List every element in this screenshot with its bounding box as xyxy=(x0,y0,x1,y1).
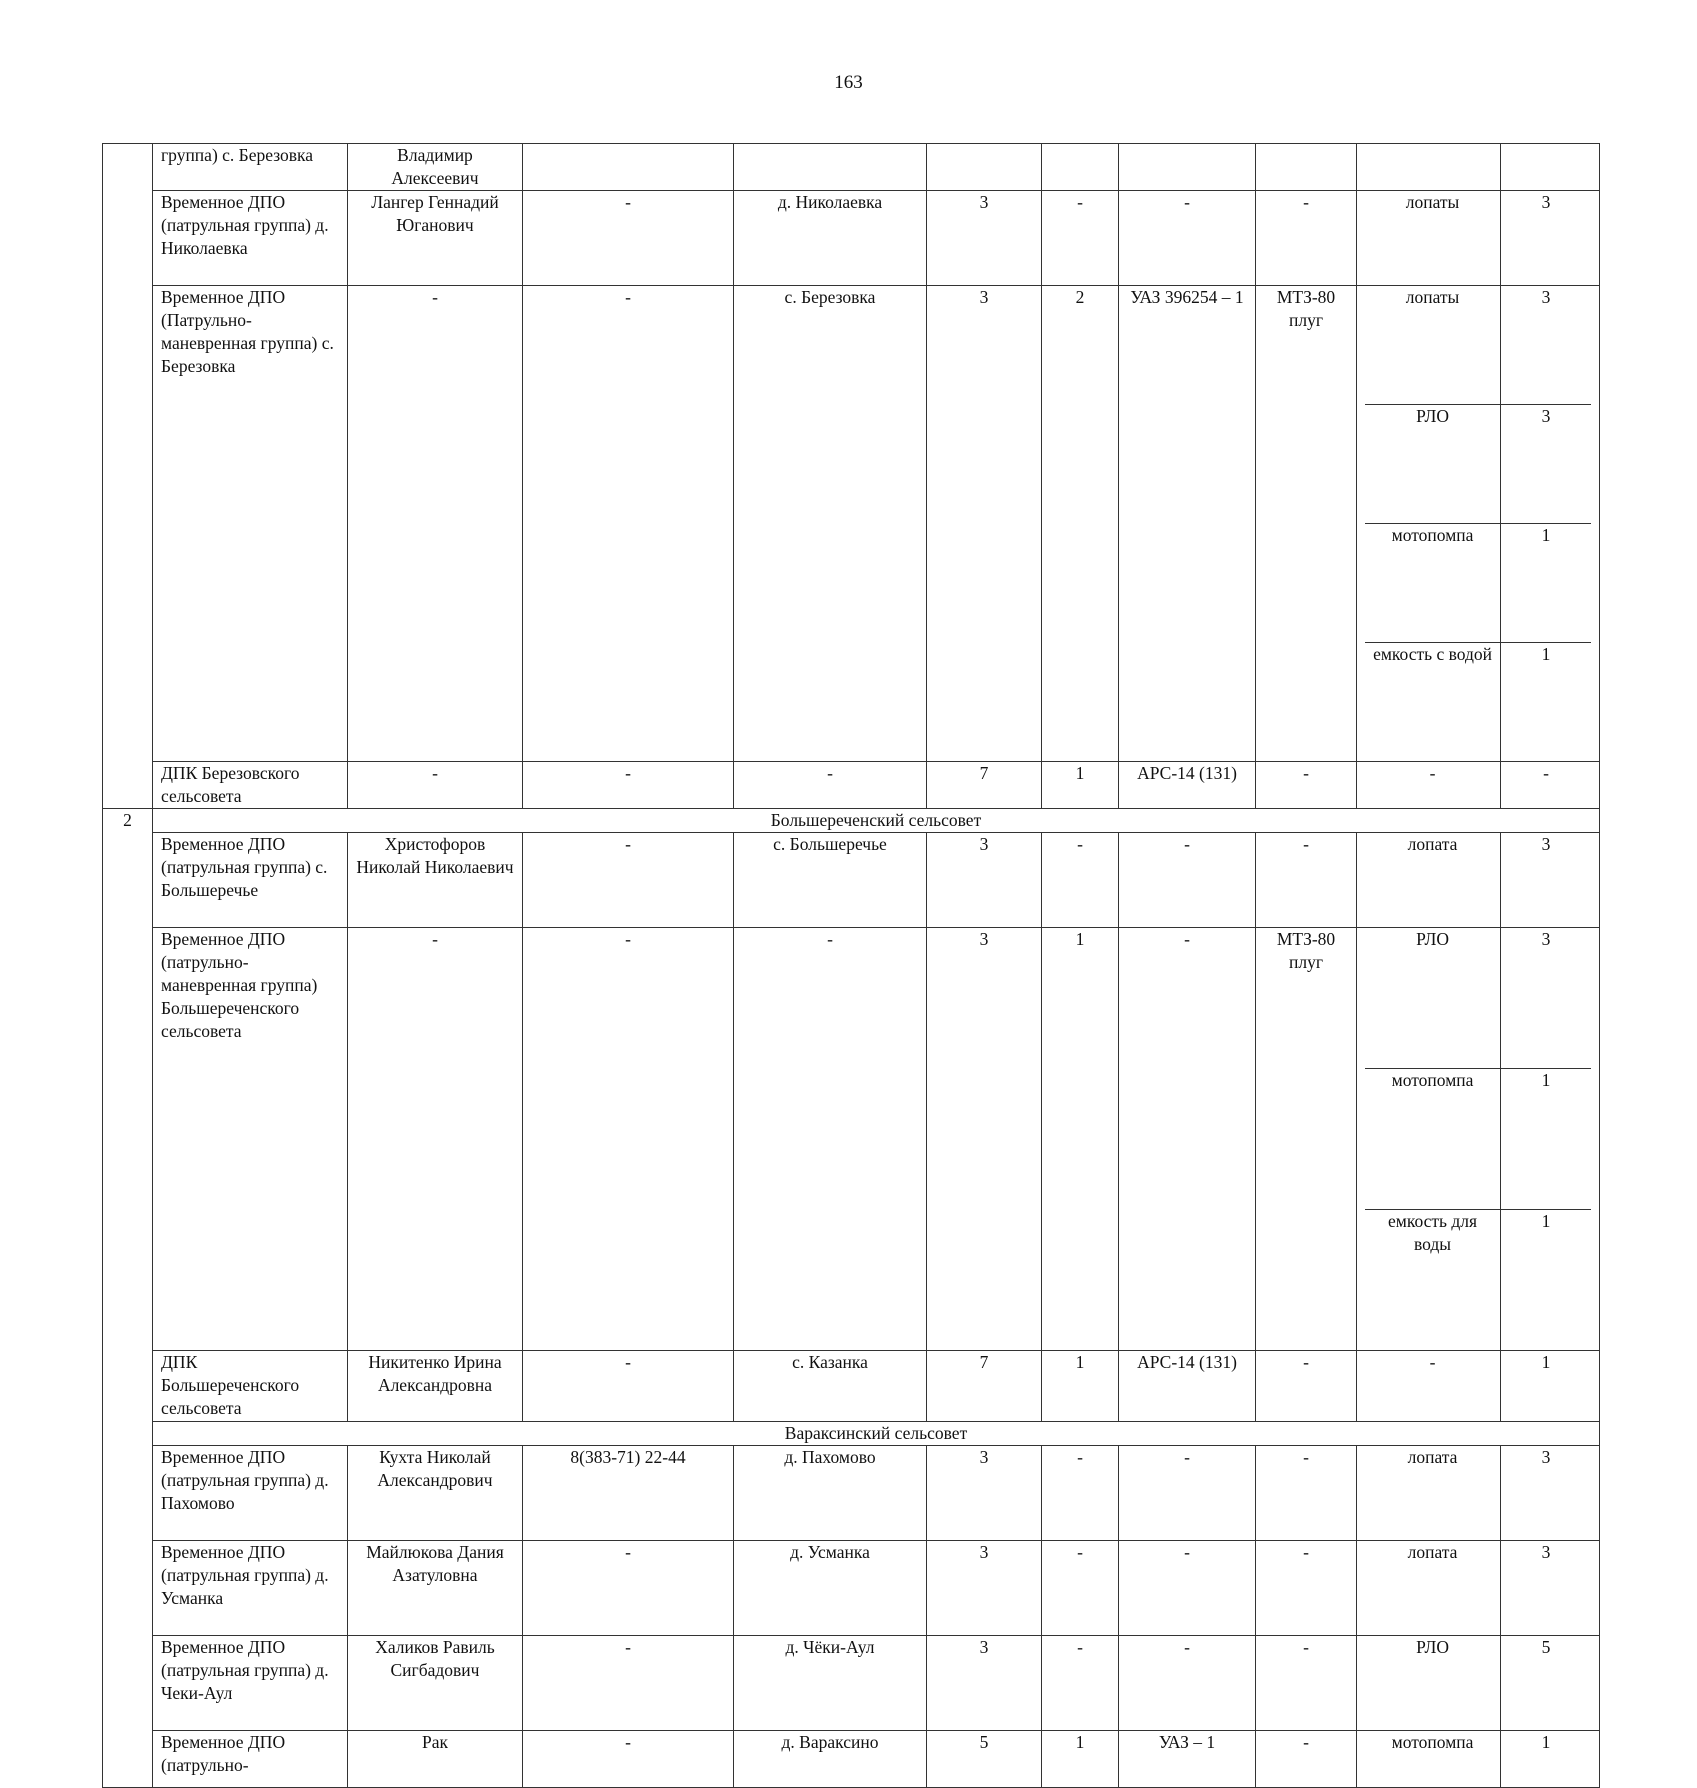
vehicle-cell: - xyxy=(1119,1636,1256,1731)
equipment-qty: 3 xyxy=(1501,191,1591,285)
unit-name-cell: Временное ДПО (патрульно- xyxy=(153,1731,348,1788)
vehicle-count-cell: - xyxy=(1042,1446,1119,1541)
location-cell: с. Большеречье xyxy=(734,833,927,928)
vehicle-count-cell: 1 xyxy=(1042,1731,1119,1788)
people-count-cell: 3 xyxy=(927,928,1042,1351)
vehicle-count-cell: - xyxy=(1042,191,1119,286)
table-row xyxy=(103,1351,1600,1422)
phone-cell: - xyxy=(523,1731,734,1788)
equipment-qty: 3 xyxy=(1501,833,1591,927)
people-count-cell: 3 xyxy=(927,1541,1042,1636)
people-count-cell: 3 xyxy=(927,1446,1042,1541)
equipment-name: мотопомпа xyxy=(1365,524,1501,643)
people-count-cell: 3 xyxy=(927,833,1042,928)
vehicle-count-cell: 1 xyxy=(1042,1351,1119,1422)
equipment-qty: - xyxy=(1501,762,1591,808)
page-number: 163 xyxy=(834,72,863,93)
phone-cell: - xyxy=(523,762,734,809)
vehicle-cell: УАЗ 396254 – 1 xyxy=(1119,286,1256,762)
vehicle-cell: - xyxy=(1119,191,1256,286)
location-cell: - xyxy=(734,762,927,809)
location-cell: д. Усманка xyxy=(734,1541,927,1636)
location-cell: с. Казанка xyxy=(734,1351,927,1422)
table-row xyxy=(103,286,1600,762)
head-name-cell: Майлюкова Дания Азатуловна xyxy=(348,1541,523,1636)
vehicle-count-cell: 1 xyxy=(1042,928,1119,1351)
equipment-name: РЛО xyxy=(1416,1637,1450,1657)
vehicle-cell: АРС-14 (131) xyxy=(1119,1351,1256,1422)
machinery-cell xyxy=(1256,144,1357,191)
vehicle-cell: УАЗ – 1 xyxy=(1119,1731,1256,1788)
equipment-cell xyxy=(1357,1351,1600,1422)
equipment-qty: 3 xyxy=(1501,405,1591,524)
head-name-cell: Владимир Алексеевич xyxy=(348,144,523,191)
section-row xyxy=(103,809,1600,833)
head-name-cell: - xyxy=(348,762,523,809)
section-title: Вараксинский сельсовет xyxy=(153,1422,1600,1446)
vehicle-cell: - xyxy=(1119,833,1256,928)
equipment-qty: 3 xyxy=(1501,1446,1591,1540)
vehicle-count-cell xyxy=(1042,144,1119,191)
unit-name-cell: Временное ДПО (патрульно-маневренная группа) Большереченского сельсовета xyxy=(153,928,348,1351)
location-cell: д. Чёки-Аул xyxy=(734,1636,927,1731)
phone-cell: - xyxy=(523,1636,734,1731)
unit-name-cell: Временное ДПО (патрульная группа) д. Николаевка xyxy=(153,191,348,286)
phone-cell: - xyxy=(523,1351,734,1422)
people-count-cell: 3 xyxy=(927,191,1042,286)
phone-cell: - xyxy=(523,286,734,762)
unit-name-cell: группа) с. Березовка xyxy=(153,144,348,191)
vehicle-cell: - xyxy=(1119,928,1256,1351)
equipment-name: емкость для воды xyxy=(1365,1210,1501,1351)
phone-cell xyxy=(523,144,734,191)
table-row xyxy=(103,1446,1600,1541)
unit-name-cell: Временное ДПО (Патрульно-маневренная группа) с. Березовка xyxy=(153,286,348,762)
equipment-name: лопата xyxy=(1407,834,1458,854)
row-number-cell xyxy=(103,144,153,809)
table-row xyxy=(103,144,1600,191)
machinery-cell: - xyxy=(1256,191,1357,286)
equipment-cell xyxy=(1357,1731,1600,1788)
table-row xyxy=(103,1731,1600,1788)
equipment-name: мотопомпа xyxy=(1391,1732,1474,1752)
vehicle-count-cell: - xyxy=(1042,833,1119,928)
table-row xyxy=(103,1541,1600,1636)
vehicle-count-cell: - xyxy=(1042,1541,1119,1636)
equipment-cell xyxy=(1357,286,1600,762)
equipment-qty: 1 xyxy=(1501,643,1591,762)
equipment-cell xyxy=(1357,1446,1600,1541)
equipment-cell xyxy=(1357,928,1600,1351)
vehicle-count-cell: 2 xyxy=(1042,286,1119,762)
machinery-cell: - xyxy=(1256,1351,1357,1422)
resources-table xyxy=(102,143,1600,1788)
phone-cell: - xyxy=(523,833,734,928)
equipment-qty: 3 xyxy=(1501,286,1591,405)
equipment-qty: 3 xyxy=(1501,928,1591,1069)
equipment-qty: 5 xyxy=(1501,1636,1591,1730)
equipment-name: емкость с водой xyxy=(1365,643,1501,762)
machinery-cell: МТЗ-80 плуг xyxy=(1256,928,1357,1351)
machinery-cell: - xyxy=(1256,1446,1357,1541)
equipment-cell xyxy=(1357,144,1600,191)
equipment-name: лопаты xyxy=(1405,192,1460,212)
machinery-cell: - xyxy=(1256,1541,1357,1636)
phone-cell: - xyxy=(523,1541,734,1636)
people-count-cell xyxy=(927,144,1042,191)
machinery-cell: МТЗ-80 плуг xyxy=(1256,286,1357,762)
table-row xyxy=(103,1636,1600,1731)
equipment-qty: 1 xyxy=(1501,524,1591,643)
vehicle-cell: АРС-14 (131) xyxy=(1119,762,1256,809)
section-row xyxy=(103,1422,1600,1446)
equipment-name: лопаты xyxy=(1405,287,1460,307)
equipment-name: РЛО xyxy=(1365,405,1501,524)
row-number-cell: 2 xyxy=(103,809,153,1788)
head-name-cell: Кухта Николай Александрович xyxy=(348,1446,523,1541)
unit-name-cell: ДПК Большереченского сельсовета xyxy=(153,1351,348,1422)
vehicle-cell: - xyxy=(1119,1541,1256,1636)
phone-cell: 8(383-71) 22-44 xyxy=(523,1446,734,1541)
location-cell xyxy=(734,144,927,191)
vehicle-cell xyxy=(1119,144,1256,191)
machinery-cell: - xyxy=(1256,1636,1357,1731)
head-name-cell: - xyxy=(348,928,523,1351)
equipment-qty: 1 xyxy=(1501,1351,1591,1421)
people-count-cell: 3 xyxy=(927,1636,1042,1731)
people-count-cell: 3 xyxy=(927,286,1042,762)
vehicle-count-cell: 1 xyxy=(1042,762,1119,809)
equipment-qty: 3 xyxy=(1501,1541,1591,1635)
vehicle-cell: - xyxy=(1119,1446,1256,1541)
phone-cell: - xyxy=(523,191,734,286)
machinery-cell: - xyxy=(1256,833,1357,928)
head-name-cell: Лангер Геннадий Юганович xyxy=(348,191,523,286)
equipment-name: РЛО xyxy=(1416,929,1450,949)
equipment-qty: 1 xyxy=(1501,1210,1591,1351)
table-row xyxy=(103,928,1600,1351)
people-count-cell: 5 xyxy=(927,1731,1042,1788)
equipment-cell xyxy=(1357,1636,1600,1731)
equipment-name: - xyxy=(1429,1352,1436,1372)
phone-cell: - xyxy=(523,928,734,1351)
equipment-name: лопата xyxy=(1407,1542,1458,1562)
location-cell: с. Березовка xyxy=(734,286,927,762)
unit-name-cell: Временное ДПО (патрульная группа) д. Усманка xyxy=(153,1541,348,1636)
table-row xyxy=(103,833,1600,928)
equipment-name: - xyxy=(1429,763,1436,783)
section-title: Большереченский сельсовет xyxy=(153,809,1600,833)
table-row xyxy=(103,191,1600,286)
equipment-cell xyxy=(1357,762,1600,809)
unit-name-cell: ДПК Березовского сельсовета xyxy=(153,762,348,809)
head-name-cell: Рак xyxy=(348,1731,523,1788)
unit-name-cell: Временное ДПО (патрульная группа) д. Чеки-Аул xyxy=(153,1636,348,1731)
unit-name-cell: Временное ДПО (патрульная группа) д. Пахомово xyxy=(153,1446,348,1541)
equipment-name: лопата xyxy=(1407,1447,1458,1467)
people-count-cell: 7 xyxy=(927,1351,1042,1422)
location-cell: д. Вараксино xyxy=(734,1731,927,1788)
equipment-name: мотопомпа xyxy=(1365,1069,1501,1210)
equipment-qty: 1 xyxy=(1501,1069,1591,1210)
head-name-cell: Халиков Равиль Сигбадович xyxy=(348,1636,523,1731)
location-cell: - xyxy=(734,928,927,1351)
location-cell: д. Николаевка xyxy=(734,191,927,286)
equipment-cell xyxy=(1357,1541,1600,1636)
head-name-cell: Никитенко Ирина Александровна xyxy=(348,1351,523,1422)
machinery-cell: - xyxy=(1256,762,1357,809)
table-row xyxy=(103,762,1600,809)
head-name-cell: - xyxy=(348,286,523,762)
machinery-cell: - xyxy=(1256,1731,1357,1788)
equipment-cell xyxy=(1357,833,1600,928)
equipment-qty: 1 xyxy=(1501,1731,1591,1787)
equipment-cell xyxy=(1357,191,1600,286)
people-count-cell: 7 xyxy=(927,762,1042,809)
vehicle-count-cell: - xyxy=(1042,1636,1119,1731)
head-name-cell: Христофоров Николай Николаевич xyxy=(348,833,523,928)
unit-name-cell: Временное ДПО (патрульная группа) с. Большеречье xyxy=(153,833,348,928)
location-cell: д. Пахомово xyxy=(734,1446,927,1541)
